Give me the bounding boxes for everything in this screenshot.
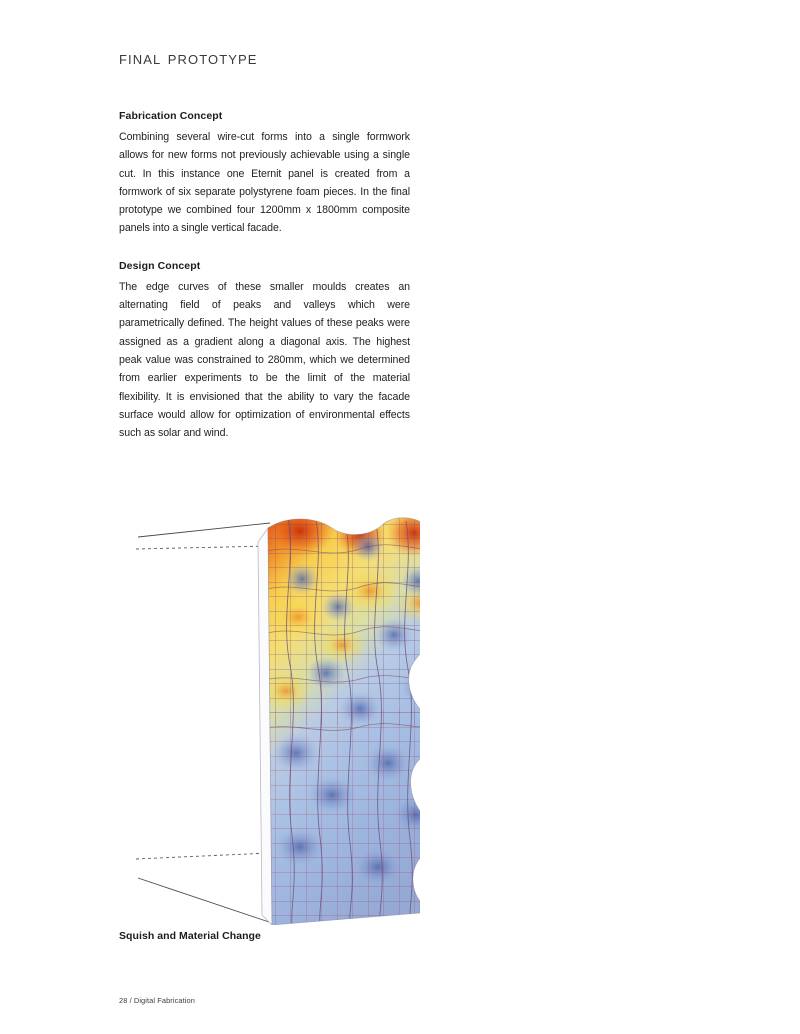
construction-line-solid-bottom [138, 878, 272, 923]
section-fabrication-concept [119, 110, 410, 238]
section-paragraph: Combining several wire-cut forms into a single formwork allows for new forms not previously achievable using a single cut. In this instance one Eternit panel is created from a formwork of six separate polystyrene foam pieces. In the final prototype we combined four 1200mm x 1800mm composite panels into a single vertical facade. [119, 131, 410, 235]
body-text-column [119, 110, 410, 442]
facade-panel-illustration [120, 495, 420, 925]
construction-line-dashed-bottom [136, 853, 270, 859]
section-heading: Fabrication Concept [119, 110, 223, 122]
analysis-mesh-lower [250, 710, 420, 925]
construction-lines-bottom [136, 853, 272, 923]
figure-facade-panel [120, 495, 420, 925]
section-heading: Design Concept [119, 259, 201, 272]
panel-surface [250, 505, 420, 925]
construction-lines-top [136, 523, 270, 549]
analysis-mesh-upper [250, 510, 420, 725]
page-footer: 28 / Digital Fabrication [119, 996, 195, 1005]
page-title: final prototype [119, 48, 258, 69]
construction-line-dashed-top [136, 546, 270, 549]
construction-line-solid-top [138, 523, 270, 537]
section-design-concept [119, 260, 410, 443]
figure-caption: Squish and Material Change [119, 930, 261, 942]
section-paragraph: The edge curves of these smaller moulds creates an alternating field of peaks and valleys which were parametrically defined. The height values of these peaks were assigned as a gradient along a diagonal axis. The highest peak value was constrained to 280mm, which we determined from earlier experiments to be the limit of the material flexibility. It is envisioned that the ability to vary the facade surface would allow for optimization of environmental effects such as solar and wind. [119, 280, 410, 440]
